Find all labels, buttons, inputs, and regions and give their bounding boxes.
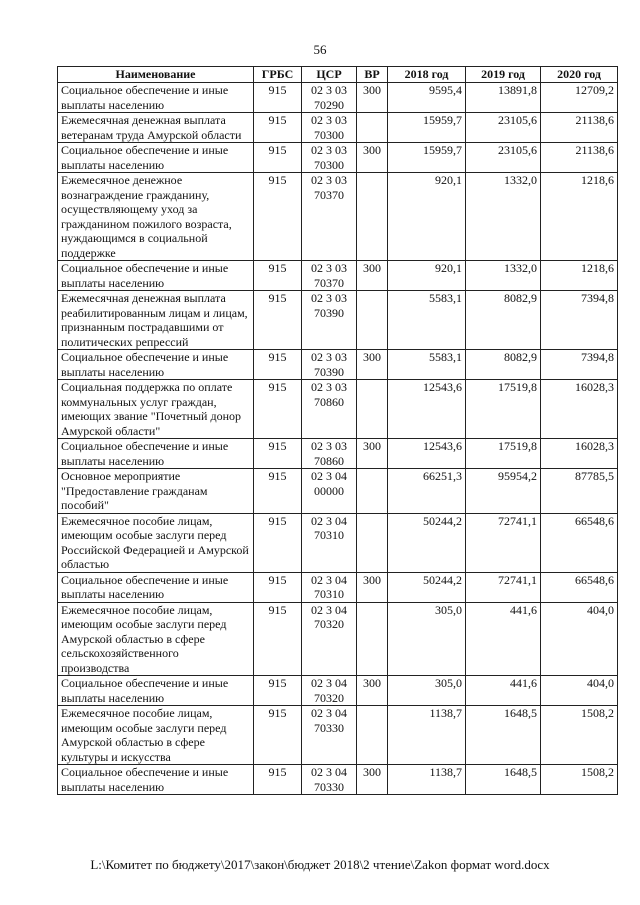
cell-name: Социальное обеспечение и иные выплаты населению <box>58 83 254 113</box>
cell-grbs: 915 <box>254 513 302 572</box>
cell-2018: 66251,3 <box>388 469 466 514</box>
cell-vr <box>357 173 388 261</box>
cell-2020: 1508,2 <box>541 765 618 795</box>
cell-name: Социальное обеспечение и иные выплаты населению <box>58 572 254 602</box>
cell-name: Социальное обеспечение и иные выплаты населению <box>58 765 254 795</box>
cell-2018: 50244,2 <box>388 513 466 572</box>
cell-csr: 02 3 04 70330 <box>302 765 357 795</box>
cell-grbs: 915 <box>254 350 302 380</box>
table-row <box>58 602 618 676</box>
cell-name: Социальное обеспечение и иные выплаты населению <box>58 143 254 173</box>
cell-2020: 1218,6 <box>541 261 618 291</box>
header-2020: 2020 год <box>541 67 618 83</box>
cell-2018: 9595,4 <box>388 83 466 113</box>
cell-vr <box>357 706 388 765</box>
cell-csr: 02 3 03 70370 <box>302 173 357 261</box>
cell-grbs: 915 <box>254 439 302 469</box>
cell-name: Социальная поддержка по оплате коммунальных услуг граждан, имеющих звание "Почетный донор Амурской области" <box>58 380 254 439</box>
cell-csr: 02 3 04 70310 <box>302 513 357 572</box>
cell-csr: 02 3 04 00000 <box>302 469 357 514</box>
cell-vr <box>357 602 388 676</box>
cell-grbs: 915 <box>254 676 302 706</box>
cell-2018: 5583,1 <box>388 291 466 350</box>
cell-grbs: 915 <box>254 572 302 602</box>
cell-vr: 300 <box>357 765 388 795</box>
cell-grbs: 915 <box>254 602 302 676</box>
cell-2018: 15959,7 <box>388 143 466 173</box>
cell-csr: 02 3 04 70330 <box>302 706 357 765</box>
header-grbs: ГРБС <box>254 67 302 83</box>
cell-2019: 1332,0 <box>466 261 541 291</box>
cell-csr: 02 3 03 70390 <box>302 291 357 350</box>
cell-vr: 300 <box>357 676 388 706</box>
table-row <box>58 572 618 602</box>
cell-2020: 12709,2 <box>541 83 618 113</box>
budget-table <box>57 66 618 795</box>
cell-2019: 8082,9 <box>466 291 541 350</box>
table-row <box>58 380 618 439</box>
cell-name: Ежемесячная денежная выплата реабилитированным лицам и лицам, признанным пострадавшими от политических репрессий <box>58 291 254 350</box>
cell-2018: 1138,7 <box>388 765 466 795</box>
cell-vr: 300 <box>357 143 388 173</box>
table-row <box>58 291 618 350</box>
cell-2020: 21138,6 <box>541 113 618 143</box>
cell-2020: 66548,6 <box>541 513 618 572</box>
cell-vr: 300 <box>357 350 388 380</box>
cell-name: Социальное обеспечение и иные выплаты населению <box>58 676 254 706</box>
cell-2018: 50244,2 <box>388 572 466 602</box>
cell-vr <box>357 513 388 572</box>
cell-2019: 13891,8 <box>466 83 541 113</box>
cell-2019: 17519,8 <box>466 380 541 439</box>
cell-2018: 1138,7 <box>388 706 466 765</box>
table-row <box>58 173 618 261</box>
table-row <box>58 513 618 572</box>
table-row <box>58 143 618 173</box>
table-row <box>58 765 618 795</box>
header-csr: ЦСР <box>302 67 357 83</box>
cell-2018: 15959,7 <box>388 113 466 143</box>
table-body <box>58 83 618 795</box>
cell-name: Ежемесячное пособие лицам, имеющим особые заслуги перед Амурской областью в сфере сельскохозяйственного производства <box>58 602 254 676</box>
cell-grbs: 915 <box>254 83 302 113</box>
cell-2018: 12543,6 <box>388 380 466 439</box>
cell-2020: 66548,6 <box>541 572 618 602</box>
cell-name: Ежемесячная денежная выплата ветеранам труда Амурской области <box>58 113 254 143</box>
cell-grbs: 915 <box>254 261 302 291</box>
table-row <box>58 350 618 380</box>
cell-2020: 1218,6 <box>541 173 618 261</box>
table-row <box>58 83 618 113</box>
cell-2019: 1648,5 <box>466 765 541 795</box>
table-row <box>58 706 618 765</box>
cell-2018: 5583,1 <box>388 350 466 380</box>
cell-vr <box>357 291 388 350</box>
cell-grbs: 915 <box>254 380 302 439</box>
cell-2020: 16028,3 <box>541 439 618 469</box>
cell-2019: 72741,1 <box>466 572 541 602</box>
cell-csr: 02 3 03 70390 <box>302 350 357 380</box>
cell-2019: 1648,5 <box>466 706 541 765</box>
cell-grbs: 915 <box>254 143 302 173</box>
cell-2019: 441,6 <box>466 602 541 676</box>
cell-2019: 95954,2 <box>466 469 541 514</box>
header-name: Наименование <box>58 67 254 83</box>
cell-grbs: 915 <box>254 291 302 350</box>
cell-grbs: 915 <box>254 706 302 765</box>
cell-2019: 17519,8 <box>466 439 541 469</box>
cell-2020: 7394,8 <box>541 291 618 350</box>
table-row <box>58 469 618 514</box>
cell-csr: 02 3 03 70300 <box>302 113 357 143</box>
file-path-footer: L:\Комитет по бюджету\2017\закон\бюджет 2018\2 чтение\Zakon формат word.docx <box>90 857 550 872</box>
cell-csr: 02 3 04 70320 <box>302 602 357 676</box>
cell-2020: 21138,6 <box>541 143 618 173</box>
cell-grbs: 915 <box>254 113 302 143</box>
cell-name: Ежемесячное пособие лицам, имеющим особые заслуги перед Российской Федерацией и Амурской областью <box>58 513 254 572</box>
cell-vr <box>357 469 388 514</box>
page-number: 56 <box>313 42 327 57</box>
table-row <box>58 439 618 469</box>
cell-2019: 23105,6 <box>466 113 541 143</box>
table-row <box>58 261 618 291</box>
cell-2019: 23105,6 <box>466 143 541 173</box>
cell-csr: 02 3 04 70310 <box>302 572 357 602</box>
cell-csr: 02 3 03 70370 <box>302 261 357 291</box>
cell-2020: 404,0 <box>541 676 618 706</box>
cell-2019: 8082,9 <box>466 350 541 380</box>
cell-vr: 300 <box>357 439 388 469</box>
cell-2018: 305,0 <box>388 602 466 676</box>
header-vr: ВР <box>357 67 388 83</box>
cell-csr: 02 3 03 70300 <box>302 143 357 173</box>
cell-2020: 16028,3 <box>541 380 618 439</box>
table-header-row <box>58 67 618 83</box>
cell-2018: 305,0 <box>388 676 466 706</box>
cell-2018: 920,1 <box>388 173 466 261</box>
cell-grbs: 915 <box>254 173 302 261</box>
cell-2020: 87785,5 <box>541 469 618 514</box>
cell-2018: 12543,6 <box>388 439 466 469</box>
cell-name: Ежемесячное денежное вознаграждение гражданину, осуществляющему уход за гражданином пожилого возраста, нуждающимся в социальной поддержке <box>58 173 254 261</box>
cell-grbs: 915 <box>254 469 302 514</box>
cell-vr <box>357 380 388 439</box>
cell-2018: 920,1 <box>388 261 466 291</box>
cell-name: Социальное обеспечение и иные выплаты населению <box>58 439 254 469</box>
cell-2020: 1508,2 <box>541 706 618 765</box>
cell-grbs: 915 <box>254 765 302 795</box>
cell-name: Ежемесячное пособие лицам, имеющим особые заслуги перед Амурской областью в сфере культуры и искусства <box>58 706 254 765</box>
cell-csr: 02 3 04 70320 <box>302 676 357 706</box>
cell-vr: 300 <box>357 261 388 291</box>
header-2019: 2019 год <box>466 67 541 83</box>
header-2018: 2018 год <box>388 67 466 83</box>
cell-2019: 72741,1 <box>466 513 541 572</box>
cell-vr <box>357 113 388 143</box>
cell-2020: 404,0 <box>541 602 618 676</box>
cell-name: Социальное обеспечение и иные выплаты населению <box>58 350 254 380</box>
cell-2020: 7394,8 <box>541 350 618 380</box>
cell-2019: 1332,0 <box>466 173 541 261</box>
cell-vr: 300 <box>357 83 388 113</box>
cell-csr: 02 3 03 70860 <box>302 439 357 469</box>
table-row <box>58 113 618 143</box>
cell-name: Социальное обеспечение и иные выплаты населению <box>58 261 254 291</box>
cell-vr: 300 <box>357 572 388 602</box>
cell-csr: 02 3 03 70860 <box>302 380 357 439</box>
table-row <box>58 676 618 706</box>
cell-2019: 441,6 <box>466 676 541 706</box>
cell-csr: 02 3 03 70290 <box>302 83 357 113</box>
cell-name: Основное мероприятие "Предоставление гражданам пособий" <box>58 469 254 514</box>
